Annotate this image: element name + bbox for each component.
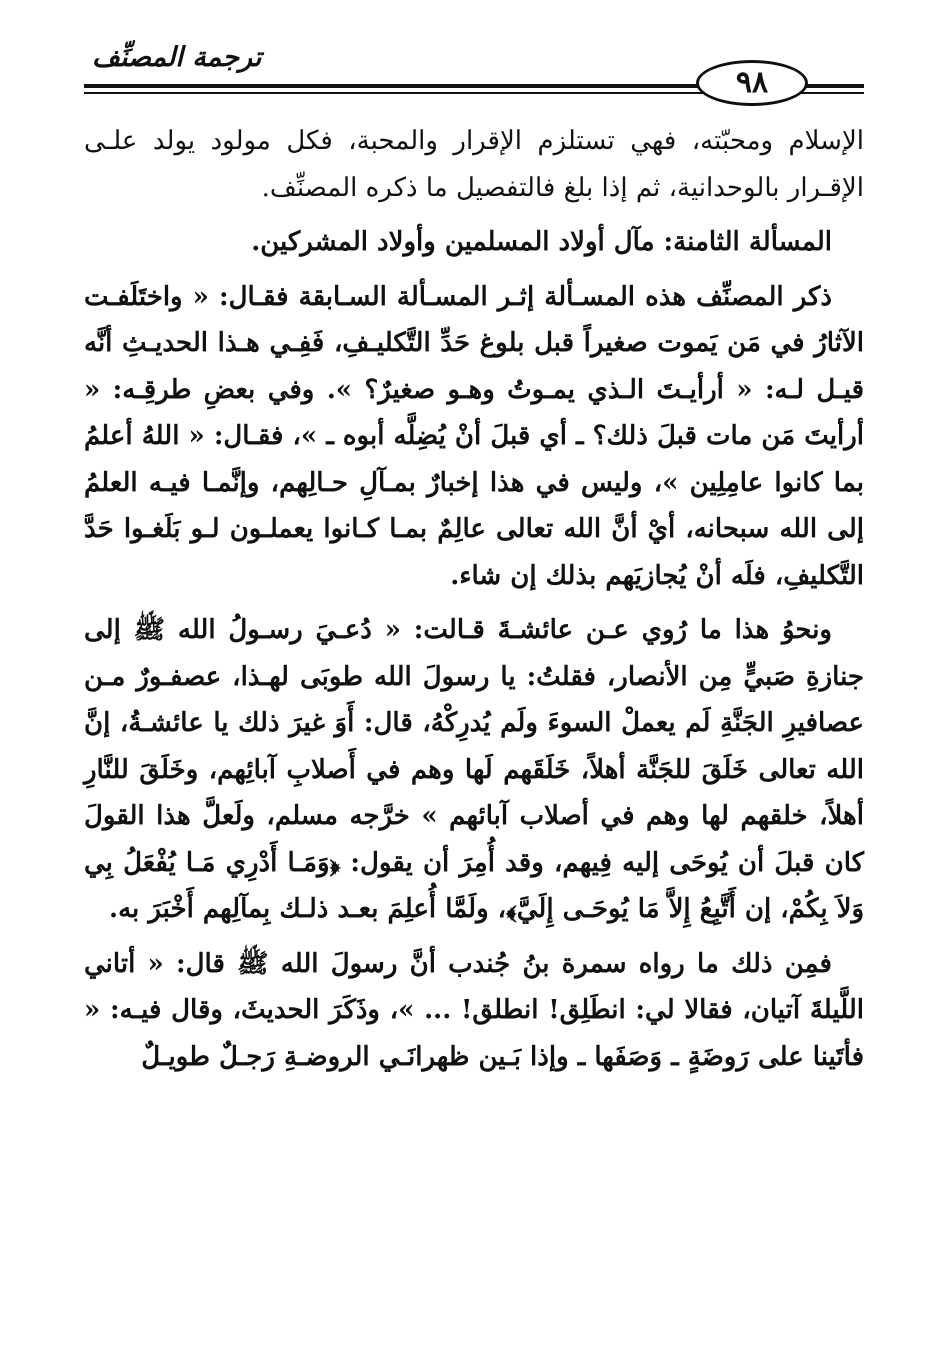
paragraph-4: فمِن ذلك ما رواه سمرة بنُ جُندب أنَّ رسولَ الله ﷺ قال: « أتاني اللَّيلةَ آتيان، فقالا لي: انطَلِق! انطلق! ... »، وذَكَرَ الحديثَ، وقال فيـه: « فأتَينا على رَوضَةٍ ـ وَصَفَها ـ وإذا بَـين ظهرانَـي الروضـةِ رَجـلٌ طويـلٌ — [84, 948, 864, 1072]
paragraph-3: ونحوُ هذا ما رُوي عـن عائشـةَ قـالت: « دُعـيَ رسـولُ الله ﷺ إلى جنازةِ صَبيٍّ مِن الأنصار، فقلتُ: يا رسولَ الله طوبَى لهـذا، عصفـورٌ مـن عصافيرِ الجَنَّةِ لَم يعملْ السوءَ ولَم يُدرِكْهُ، قال: أَوَ غيرَ ذلك يا عائشـةُ، إنَّ الله تعالى خَلَقَ للجَنَّة أهلاً، خَلَقَهم لَها وهم في أَصلابِ آبائِهم، وخَلَقَ للنَّارِ أهلاً، خلقهم لها وهم في أصلاب آبائهم » خرَّجه مسلم، ولَعلَّ هذا القولَ كان قبلَ أن يُوحَى إليه فِيهم، وقد أُمِرَ أن يقول: ﴿وَمَـا أَدْرِي مَـا يُفْعَلُ بِي وَلاَ بِكُمْ، إن أَتَّبِعُ إِلاَّ مَا يُوحَـى إِلَيَّ﴾، ولَمَّا أُعلِمَ بعـد ذلـك بِمآلِهم أَخْبَرَ به. — [84, 615, 864, 924]
page-number-oval — [696, 60, 808, 106]
running-title: ترجمة المصنِّف — [92, 42, 262, 73]
page-body — [84, 118, 864, 1088]
page-number: ٩٨ — [735, 65, 769, 100]
paragraph-2: ذكر المصنِّف هذه المسـألة إثـر المسـألة السـابقة فقـال: « واختَلَفـت الآثارُ في مَن يَموت صغيراً قبل بلوغ حَدِّ التَّكليـفِ، فَفِـي هـذا الحديـثِ أنَّه قيـل لـه: « أرأيـتَ الـذي يمـوتُ وهـو صغيرٌ؟ ». وفي بعضِ طرقِـه: « أرأيتَ مَن مات قبلَ ذلك؟ ـ أي قبلَ أنْ يُضِلَّه أبوه ـ »، فقـال: « اللهُ أعلمُ بما كانوا عامِلِين »، وليس في هذا إخبارٌ بمـآلِ حـالِهم، وإنَّمـا فيـه العلمُ إلى الله سبحانه، أيْ أنَّ الله تعالى عالِمٌ بمـا كـانوا يعملـون لـو بَلَغـوا حَدَّ التَّكليفِ، فلَه أنْ يُجازيَهم بذلك إن شاء. — [84, 281, 864, 591]
page-header — [84, 40, 864, 110]
section-heading: المسألة الثامنة: مآل أولاد المسلمين وأولاد المشركين. — [251, 227, 832, 257]
paragraph-1: الإسلام ومحبّته، فهي تستلزم الإقرار والمحبة، فكل مولود يولد علـى الإقـرار بالوحدانية، ثم إذا بلغ فالتفصيل ما ذكره المصنِّف. — [84, 126, 864, 203]
